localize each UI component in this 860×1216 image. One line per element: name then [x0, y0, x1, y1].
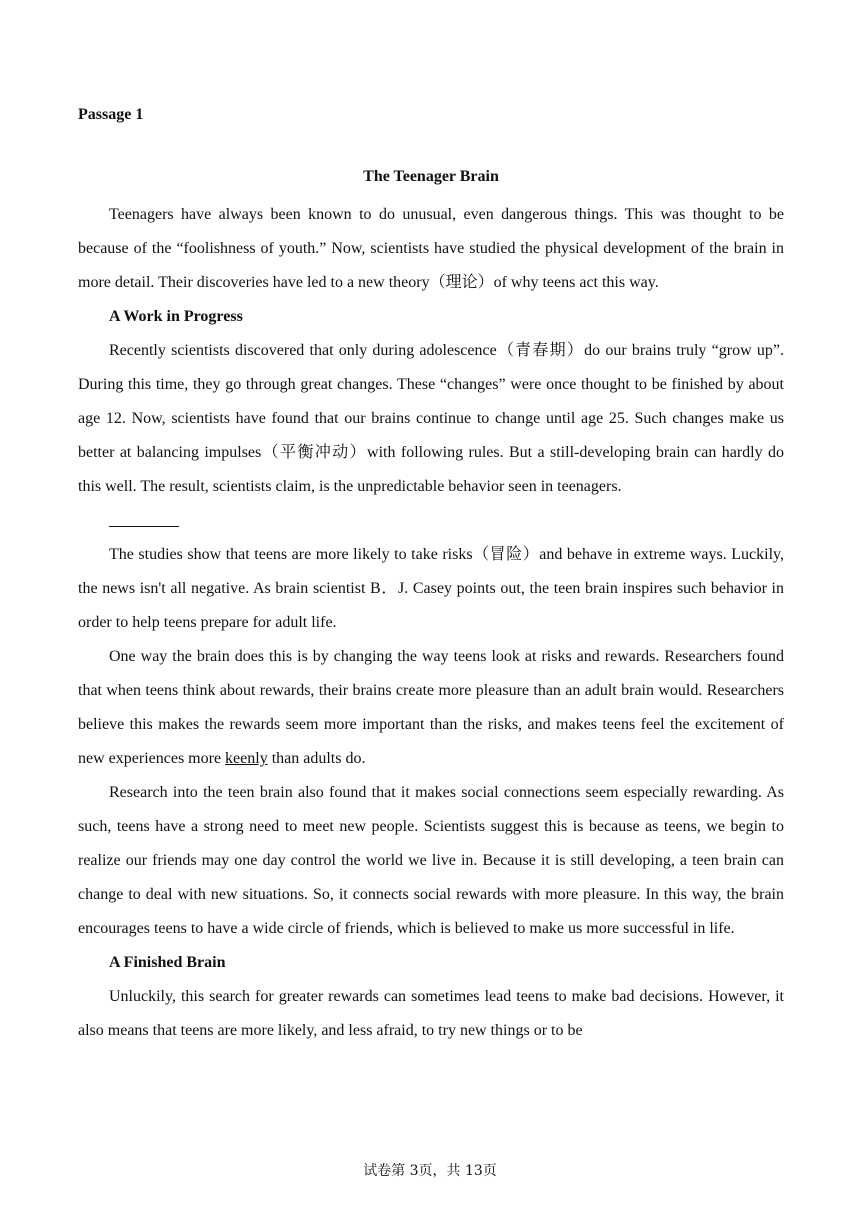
section-heading-work-in-progress: A Work in Progress: [109, 308, 243, 325]
paragraph-decisions: Unluckily, this search for greater rewards can sometimes lead teens to make bad decisions. However, it also means that teens are more likely, and less afraid, to try new things or to be: [78, 988, 784, 1039]
paragraph-rewards-text-2: than adults do.: [267, 750, 366, 767]
underlined-word-keenly: keenly: [225, 750, 268, 767]
section-heading-finished-brain: A Finished Brain: [109, 954, 226, 971]
passage-title: The Teenager Brain: [363, 168, 499, 185]
page-footer: 试卷第 3页，共 13页: [363, 1163, 497, 1179]
missing-heading-blank: [78, 504, 784, 538]
paragraph-social: Research into the teen brain also found that it makes social connections seem especially rewarding. As such, teens have a strong need to meet new people. Scientists suggest this is because as teens, we begin to realize our friends may one day control the world we live in. Because it is still developing, a teen brain can change to deal with new situations. So, it connects social rewards with more pleasure. In this way, the brain encourages teens to have a wide circle of friends, which is believed to make us more successful in life.: [78, 784, 784, 937]
passage-label: Passage 1: [78, 106, 144, 123]
passage-body: [78, 198, 784, 1048]
paragraph-intro: Teenagers have always been known to do unusual, even dangerous things. This was thought to be because of the “foolishness of youth.” Now, scientists have studied the physical development of the brain in more detail. Their discoveries have led to a new theory（理论）of why teens act this way.: [78, 206, 784, 291]
paragraph-rewards-text-1: One way the brain does this is by changing the way teens look at risks and rewards. Researchers found that when teens think about rewards, their brains create more pleasure than an adult brain would. Researchers believe this makes the rewards seem more important than the risks, and makes teens feel the excitement of new experiences more: [78, 648, 784, 767]
blank-underline: [109, 526, 179, 527]
paragraph-adolescence: Recently scientists discovered that only during adolescence（青春期）do our brains truly “grow up”. During this time, they go through great changes. These “changes” were once thought to be finished by about age 12. Now, scientists have found that our brains continue to change until age 25. Such changes make us better at balancing impulses（平衡冲动）with following rules. But a still-developing brain can hardly do this well. The result, scientists claim, is the unpredictable behavior seen in teenagers.: [78, 342, 784, 495]
paragraph-risks: The studies show that teens are more likely to take risks（冒险）and behave in extreme ways. Luckily, the news isn't all negative. As brain scientist B．J. Casey points out, the teen brain inspires such behavior in order to help teens prepare for adult life.: [78, 546, 784, 631]
paragraph-rewards: [78, 640, 784, 776]
